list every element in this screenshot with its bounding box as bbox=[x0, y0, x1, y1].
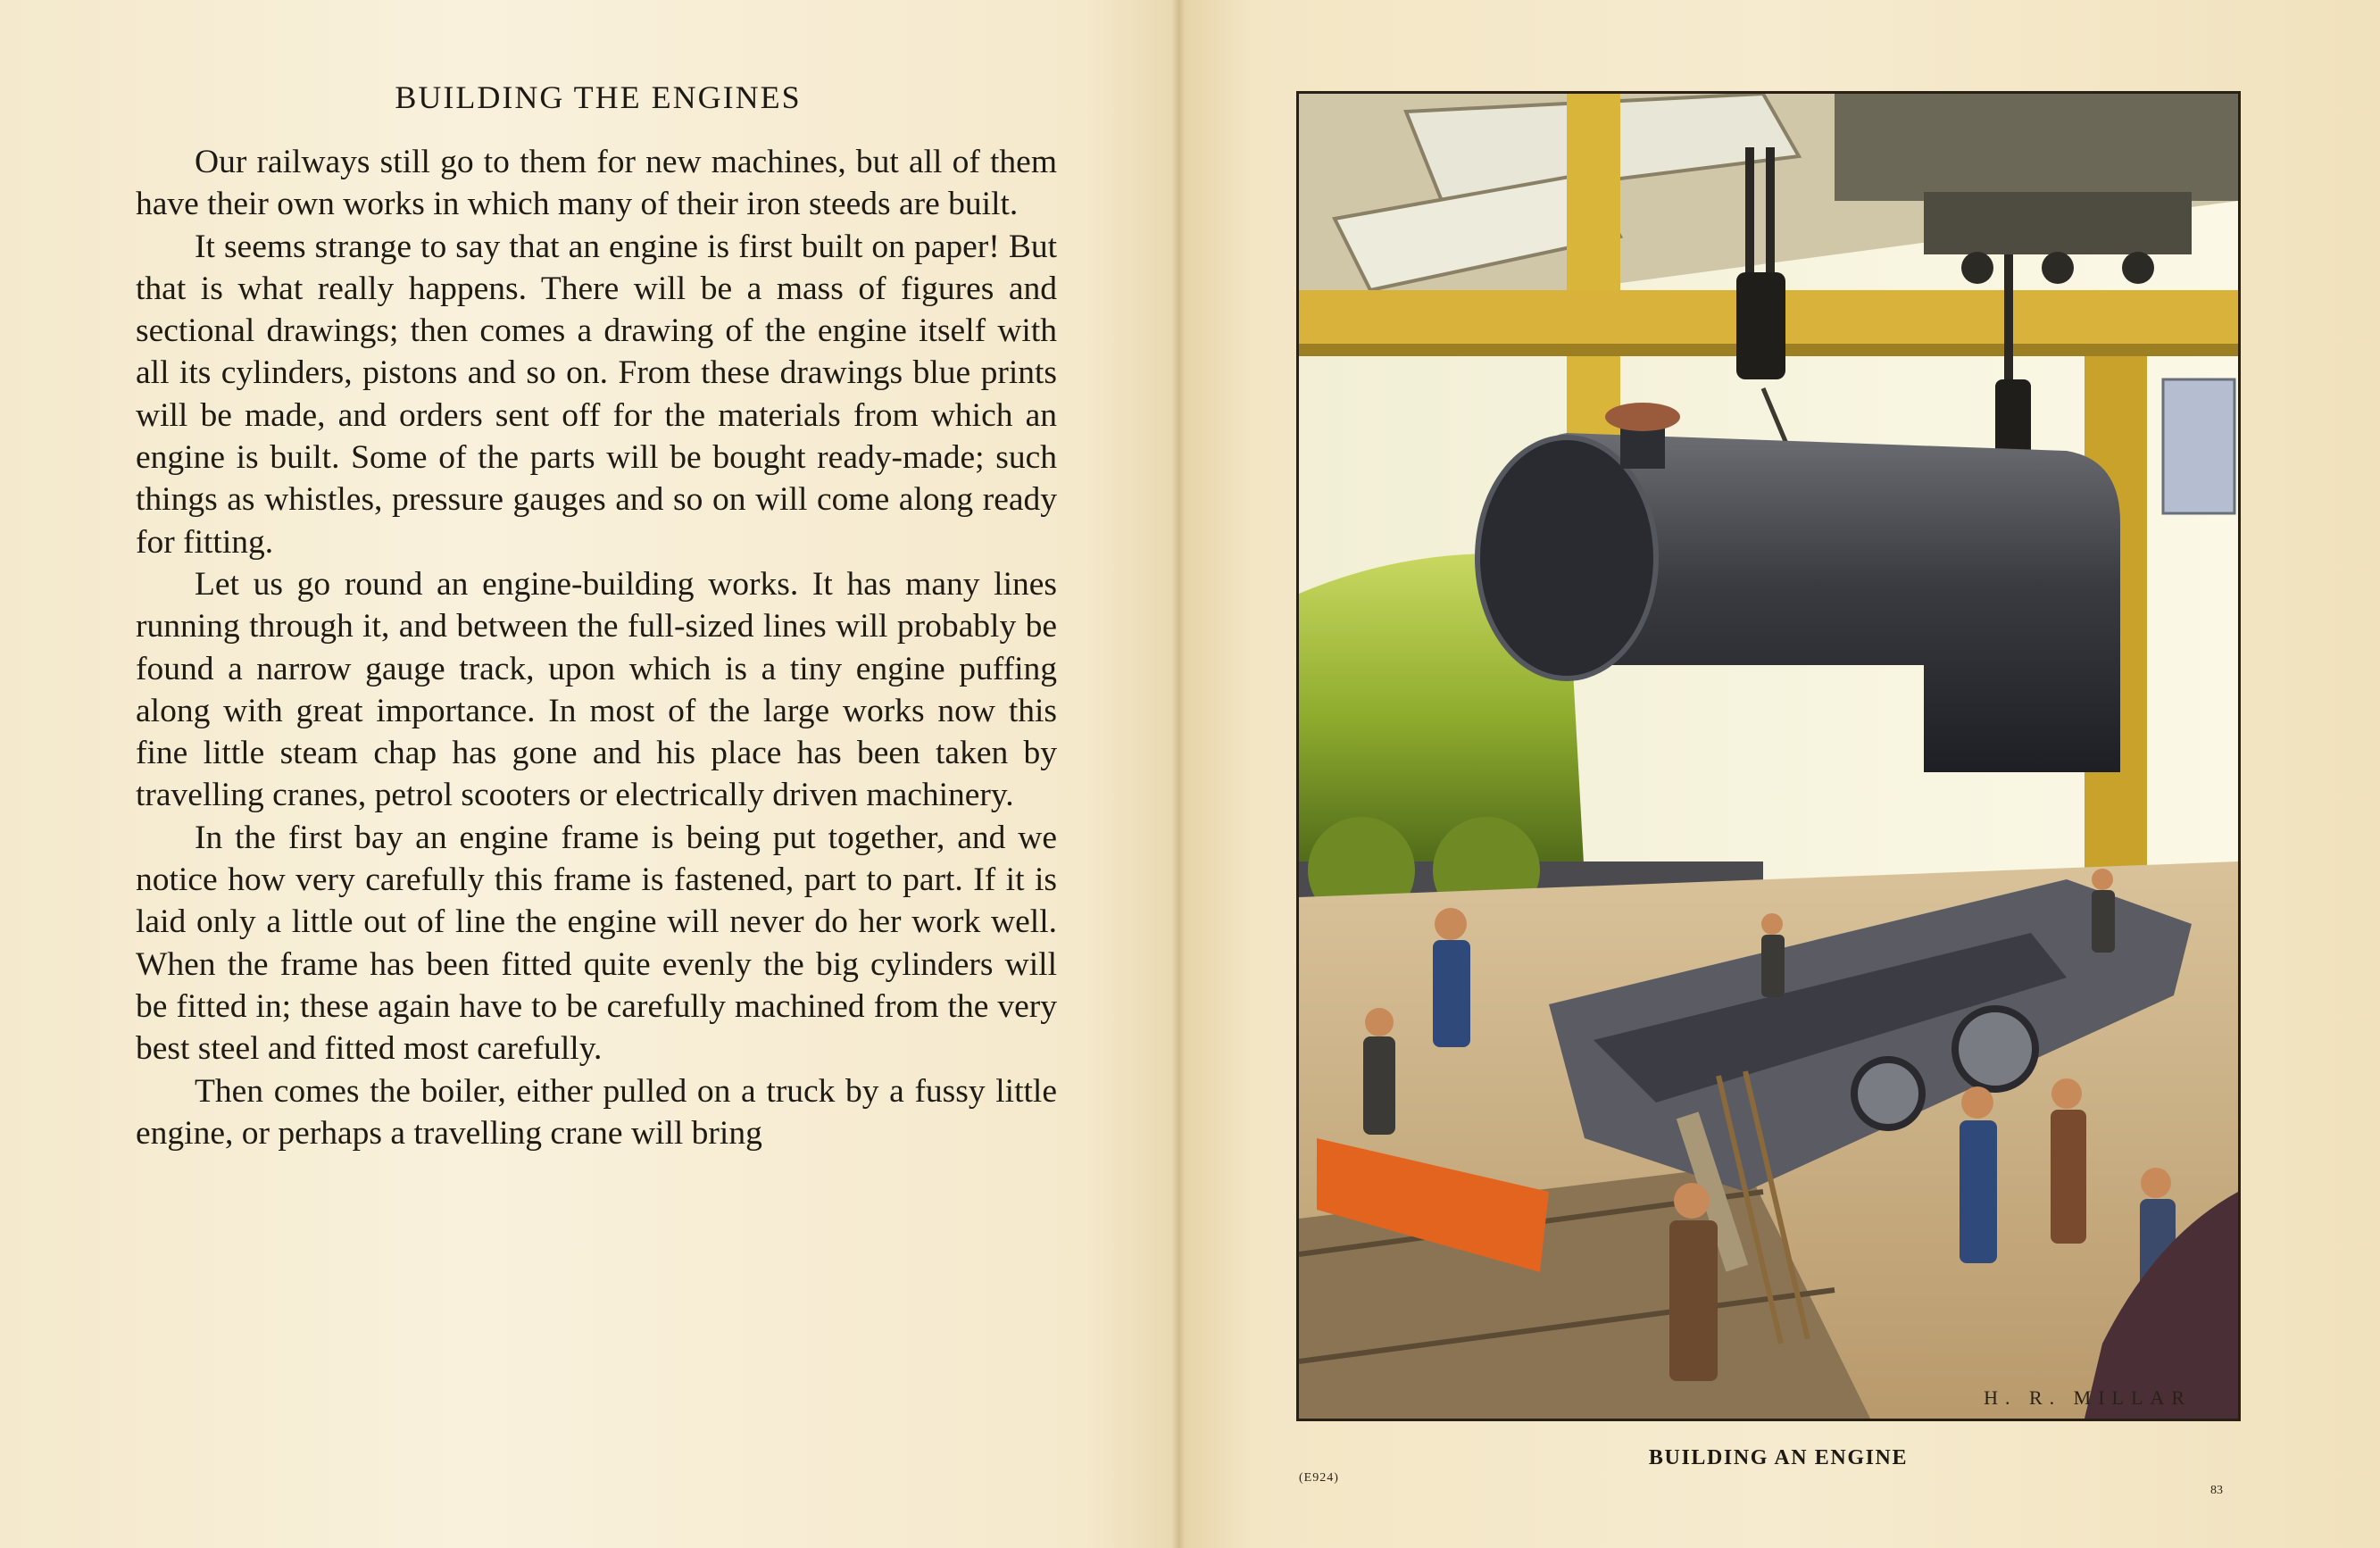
worker bbox=[2092, 869, 2115, 953]
boiler-dome bbox=[1605, 403, 1680, 431]
chapter-heading: BUILDING THE ENGINES bbox=[395, 79, 802, 115]
body-text bbox=[136, 141, 1057, 1154]
workshop-window bbox=[2163, 379, 2234, 513]
plate-caption: BUILDING AN ENGINE bbox=[1648, 1446, 1909, 1469]
left-page bbox=[0, 0, 1178, 1548]
paragraph: Let us go round an engine-building works. It has many lines running through it, and between the full-sized lines will probably be found a narrow gauge track, upon which is a tiny engine puffing along with great importance. In most of the large works now this fine little steam chap has gone and his place has been taken by travelling cranes, petrol scooters or electrically driven machinery. bbox=[136, 565, 1057, 814]
paragraph: In the first bay an engine frame is being put together, and we notice how very carefully this frame is fastened, part to part. If it is laid only a little out of line the engine will never do her work well. When the frame has been fitted quite evenly the big cylinders will be fitted in; these again have to be carefully machined from the very best steel and fitted most carefully. bbox=[136, 819, 1057, 1068]
cylinder bbox=[1854, 1060, 1922, 1128]
paragraph: Our railways still go to them for new machines, but all of them have their own works in which many of their iron steeds are built. bbox=[136, 144, 1057, 223]
book-gutter bbox=[1171, 0, 1186, 1548]
catalogue-code: (E924) bbox=[1299, 1471, 1339, 1485]
cylinder bbox=[1955, 1009, 2035, 1089]
worker bbox=[1433, 908, 1470, 1047]
illustration-plate bbox=[1296, 91, 2241, 1421]
crane-carriage bbox=[1924, 192, 2192, 254]
worker bbox=[1761, 913, 1785, 997]
artist-signature: H. R. MILLAR bbox=[1984, 1386, 2192, 1409]
boiler-smokebox-door bbox=[1477, 437, 1656, 678]
paragraph: Then comes the boiler, either pulled on a truck by a fussy little engine, or perhaps a travelling crane will bring bbox=[136, 1072, 1057, 1152]
page-folio: 83 bbox=[2210, 1484, 2223, 1497]
engine-works-illustration bbox=[1299, 94, 2238, 1419]
overhead-crane bbox=[1835, 94, 2238, 201]
paragraph: It seems strange to say that an engine is first built on paper! But that is what really happens. There will be a mass of figures and sectional drawings; then comes a drawing of the engine itself with all its cylinders, pistons and so on. From these drawings blue prints will be made, and orders sent off for the materials from which an engine is built. Some of the parts will be bought ready-made; such things as whistles, pressure gauges and so on will come along ready for fitting. bbox=[136, 228, 1057, 561]
worker bbox=[1363, 1008, 1395, 1135]
